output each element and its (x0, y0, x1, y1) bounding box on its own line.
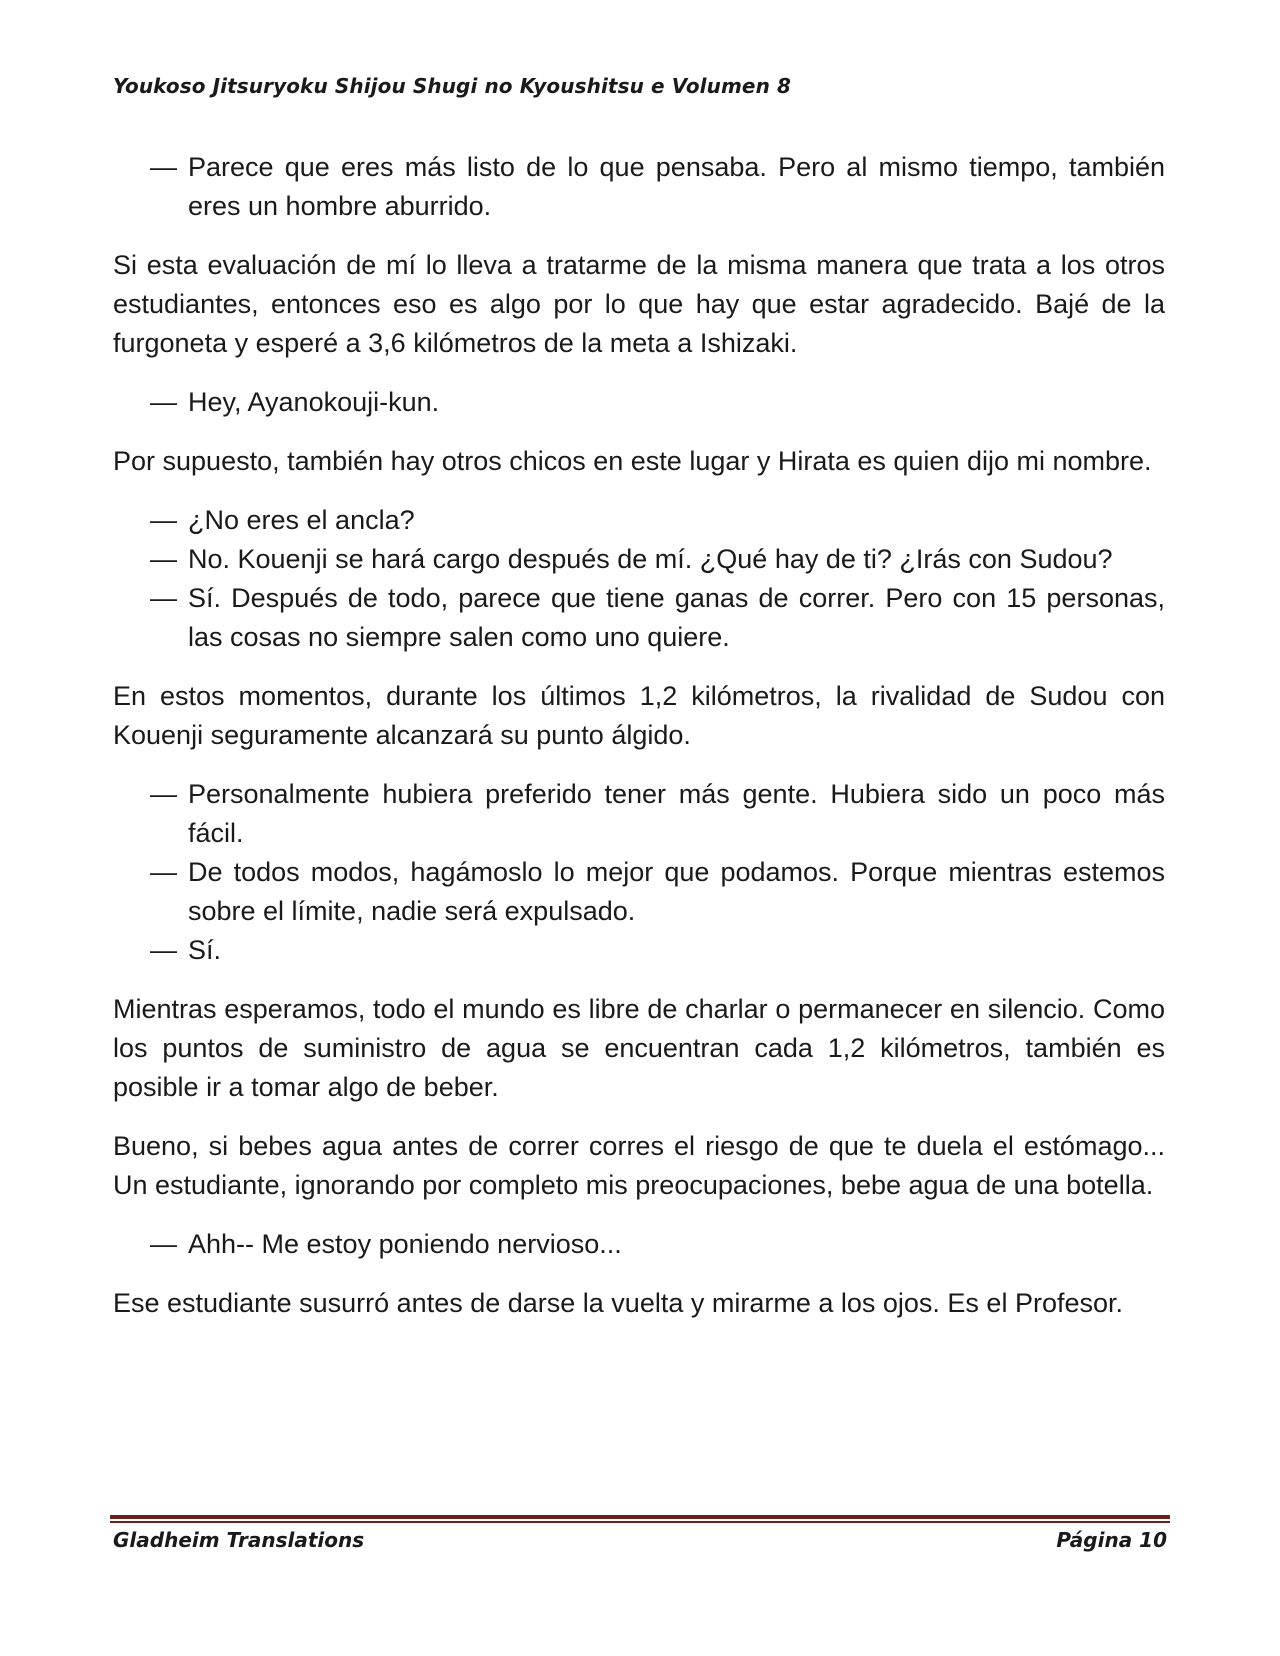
dialogue-text: Personalmente hubiera preferido tener más gente. Hubiera sido un poco más fácil. (188, 779, 1165, 848)
em-dash: — (150, 779, 177, 809)
dialogue-line (113, 775, 1165, 853)
running-header: Youkoso Jitsuryoku Shijou Shugi no Kyoushitsu e Volumen 8 (113, 74, 791, 98)
body-text (113, 148, 1165, 1343)
paragraph: En estos momentos, durante los últimos 1,2 kilómetros, la rivalidad de Sudou con Kouenji seguramente alcanzará su punto álgido. (113, 681, 1165, 750)
paragraph: Bueno, si bebes agua antes de correr corres el riesgo de que te duela el estómago... Un estudiante, ignorando por completo mis preocupaciones, bebe agua de una botella. (113, 1131, 1165, 1200)
footer-publisher: Gladheim Translations (113, 1528, 365, 1552)
paragraph: Ese estudiante susurró antes de darse la vuelta y mirarme a los ojos. Es el Profesor. (113, 1288, 1123, 1318)
dialogue-line (113, 383, 1165, 422)
dialogue-text: Sí. Después de todo, parece que tiene ganas de correr. Pero con 15 personas, las cosas no siempre salen como uno quiere. (188, 583, 1165, 652)
em-dash: — (150, 857, 177, 887)
em-dash: — (150, 583, 177, 613)
dialogue-text: Sí. (188, 935, 222, 965)
em-dash: — (150, 152, 177, 182)
dialogue-group (113, 501, 1165, 657)
dialogue-line (113, 579, 1165, 657)
em-dash: — (150, 1229, 177, 1259)
dialogue-group (113, 1225, 1165, 1264)
dialogue-group (113, 775, 1165, 970)
paragraph: Por supuesto, también hay otros chicos en este lugar y Hirata es quien dijo mi nombre. (113, 446, 1152, 476)
dialogue-group (113, 148, 1165, 226)
dialogue-line (113, 931, 1165, 970)
dialogue-line (113, 148, 1165, 226)
dialogue-text: No. Kouenji se hará cargo después de mí. ¿Qué hay de ti? ¿Irás con Sudou? (188, 544, 1113, 574)
dialogue-line (113, 853, 1165, 931)
dialogue-line (113, 540, 1165, 579)
em-dash: — (150, 505, 177, 535)
em-dash: — (150, 935, 177, 965)
footer-rule (110, 1515, 1170, 1519)
em-dash: — (150, 387, 177, 417)
dialogue-text: ¿No eres el ancla? (188, 505, 415, 535)
dialogue-text: De todos modos, hagámoslo lo mejor que podamos. Porque mientras estemos sobre el límite, nadie será expulsado. (188, 857, 1165, 926)
page-number: Página 10 (1056, 1528, 1167, 1552)
paragraph: Si esta evaluación de mí lo lleva a tratarme de la misma manera que trata a los otros estudiantes, entonces eso es algo por lo que hay que estar agradecido. Bajé de la furgoneta y esperé a 3,6 kilómetros de la meta a Ishizaki. (113, 250, 1165, 358)
dialogue-line (113, 1225, 1165, 1264)
dialogue-text: Ahh-- Me estoy poniendo nervioso... (188, 1229, 622, 1259)
dialogue-text: Hey, Ayanokouji-kun. (188, 387, 440, 417)
footer-rule-thin (110, 1521, 1170, 1523)
dialogue-text: Parece que eres más listo de lo que pensaba. Pero al mismo tiempo, también eres un hombre aburrido. (188, 152, 1165, 221)
em-dash: — (150, 544, 177, 574)
dialogue-group (113, 383, 1165, 422)
paragraph: Mientras esperamos, todo el mundo es libre de charlar o permanecer en silencio. Como los puntos de suministro de agua se encuentran cada 1,2 kilómetros, también es posible ir a tomar algo de beber. (113, 994, 1165, 1102)
dialogue-line (113, 501, 1165, 540)
